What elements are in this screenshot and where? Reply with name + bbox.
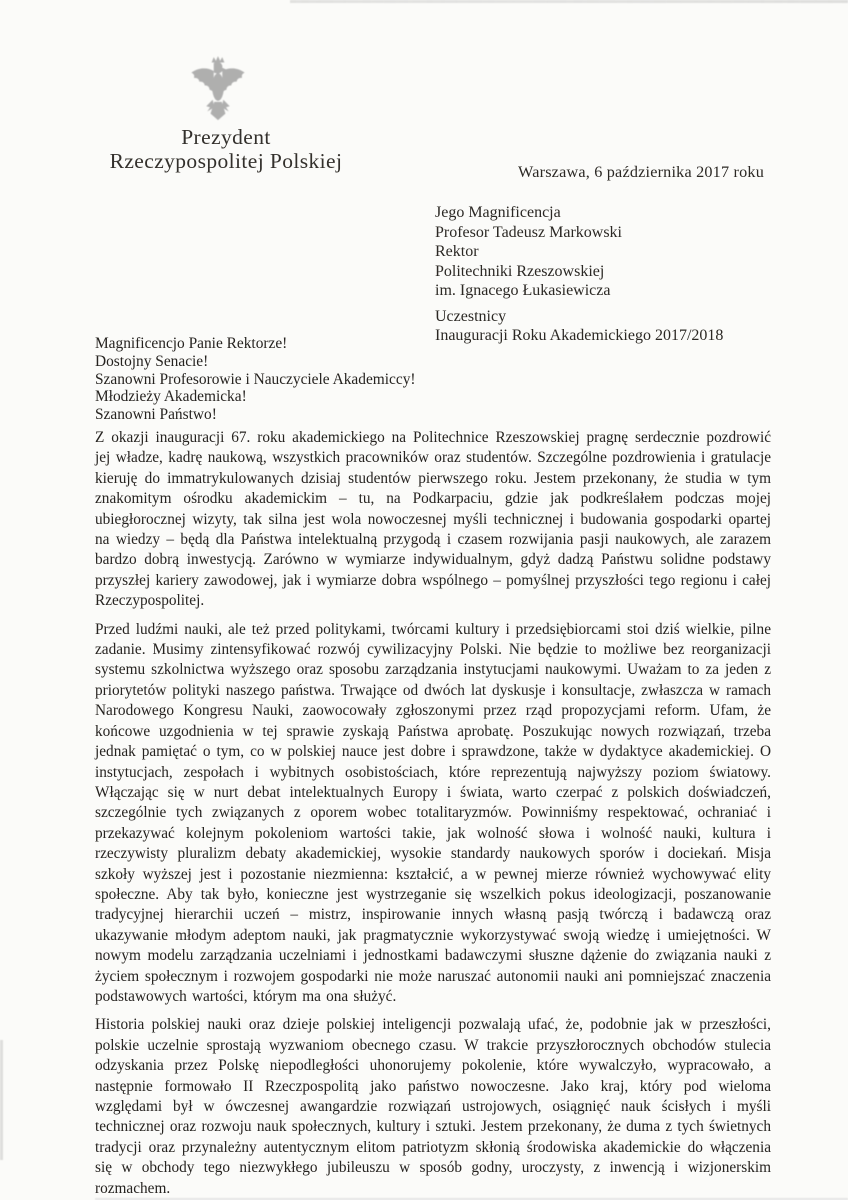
body-paragraph-3: Historia polskiej nauki oraz dzieje polskiej inteligencji pozwalają ufać, że, podobnie jak w przeszłości, polskie uczelnie sprostają wyzwaniom obecnego czasu. W trakcie przyszłorocznych obchodów stulecia odzyskania przez Polskę niepodległości uhonorujemy pokolenie, które wywalczyło, wypracowało, a następnie formowało II Rzeczpospolitą jako państwo nowoczesne. Jako kraj, który pod wieloma względami był w ówczesnej awangardzie rozwiązań ustrojowych, osiągnięć nauk ścisłych i myśli technicznej oraz rozwoju nauk społecznych, kultury i sztuki. Jestem przekonany, że duma z tych świetnych tradycji oraz przynależny autentycznym elitom patriotyzm skłonią środowiska akademickie do włączenia się w obchody tego niezwykłego jubileuszu w sposób godny, uroczysty, z inwencją i wizjonerskim rozmachem.: [95, 1016, 771, 1197]
salutation-block: [95, 335, 416, 424]
body-paragraph-2: Przed ludźmi nauki, ale też przed politykami, twórcami kultury i przedsiębiorcami stoi dziś wielkie, pilne zadanie. Musimy zintensyfikować rozwój cywilizacyjny Polski. Nie będzie to możliwe bez reorganizacji systemu szkolnictwa wyższego oraz sposobu zarządzania instytucjami naukowymi. Uważam to za jeden z priorytetów polityki naszego państwa. Trwające od dwóch lat dyskusje i konsultacje, zwłaszcza w ramach Narodowego Kongresu Nauki, zaowocowały zgłoszonymi przez rząd propozycjami reform. Ufam, że końcowe uzgodnienia w tej sprawie zyskają Państwa aprobatę. Poszukując nowych rozwiązań, trzeba jednak pamiętać o tym, co w polskiej nauce jest dobre i sprawdzone, także w dydaktyce akademickiej. O instytucjach, zespołach i wybitnych osobistościach, które reprezentują najwyższy poziom światowy. Włączając się w nurt debat intelektualnych Europy i świata, warto czerpać z polskich doświadczeń, szczególnie tych związanych z oporem wobec totalitaryzmów. Powinniśmy respektować, ochraniać i przekazywać kolejnym pokoleniom wartości takie, jak wolność słowa i wolność nauki, kultura i rzeczywisty pluralizm debaty akademickiej, wysokie standardy naukowych sporów i dociekań. Misja szkoły wyższej jest i pozostanie niezmienna: kształcić, a w pewnej mierze również wychowywać elity społeczne. Aby tak było, konieczne jest wystrzeganie się wszelkich pokus ideologizacji, poszanowanie tradycyjnej hierarchii uczeń – mistrz, inspirowanie innych własną pasją twórczą i badawczą oraz ukazywanie młodym adeptom nauki, jak pragmatycznie wykorzystywać swoją wiedzę i umiejętności. W nowym modelu zarządzania uczelniami i jednostkami badawczymi słuszne dążenie do związania nauki z życiem społecznym i rozwojem gospodarki nie może naruszać autonomii nauki ani pomniejszać znaczenia podstawowych wartości, którym ma ona służyć.: [95, 620, 771, 1005]
salutation-line: Magnificencjo Panie Rektorze!: [95, 335, 288, 352]
recipient-line: Profesor Tadeusz Markowski: [435, 223, 622, 241]
recipient-line: im. Ignacego Łukasiewicza: [435, 282, 611, 299]
salutation-line: Młodzieży Akademicka!: [95, 388, 247, 406]
recipient-line: Jego Magnificencja: [435, 204, 561, 221]
office-line-1: Prezydent: [181, 125, 271, 149]
letter-body: [95, 428, 771, 1199]
recipient-line: Politechniki Rzeszowskiej: [435, 262, 605, 280]
office-line-2: Rzeczypospolitej Polskiej: [109, 148, 343, 173]
salutation-line: Szanowni Profesorowie i Nauczyciele Akademiccy!: [95, 370, 416, 388]
salutation-line: Szanowni Państwo!: [95, 406, 217, 424]
dateline: Warszawa, 6 października 2017 roku: [518, 163, 764, 181]
letterhead-office-title: [72, 126, 380, 173]
recipient-line: Uczestnicy: [435, 307, 507, 325]
body-paragraph-1: Z okazji inauguracji 67. roku akademickiego na Politechnice Rzeszowskiej pragnę serdecznie pozdrowić jej władze, kadrę naukową, wszystkich pracowników oraz studentów. Szczególne pozdrowienia i gratulacje kieruję do immatrykulowanych dzisiaj studentów pierwszego roku. Jestem przekonany, że studia w tym znakomitym ośrodku akademickim – tu, na Podkarpaciu, gdzie jak podkreślałem podczas mojej ubiegłorocznej wizyty, tak silna jest wola nowoczesnej myśli technicznej i budowania gospodarki opartej na wiedzy – będą dla Państwa intelektualną przygodą i czasem rozwijania pasji naukowych, ale zarazem bardzo dobrą inwestycją. Zarówno w wymiarze indywidualnym, gdyż dadzą Państwu solidne podstawy przyszłej kariery zawodowej, jak i wymiarze dobra wspólnego – pomyślnej przyszłości tego regionu i całej Rzeczypospolitej.: [95, 429, 771, 610]
scan-artifact-top: [290, 0, 848, 3]
recipient-primary: [435, 203, 723, 301]
recipient-block: [435, 203, 723, 346]
scan-artifact-left: [0, 1040, 3, 1160]
recipient-line: Inauguracji Roku Akademickiego 2017/2018: [435, 327, 724, 344]
salutation-line: Dostojny Senacie!: [95, 352, 209, 370]
recipient-line: Rektor: [435, 243, 479, 260]
recipient-secondary: [435, 307, 723, 346]
